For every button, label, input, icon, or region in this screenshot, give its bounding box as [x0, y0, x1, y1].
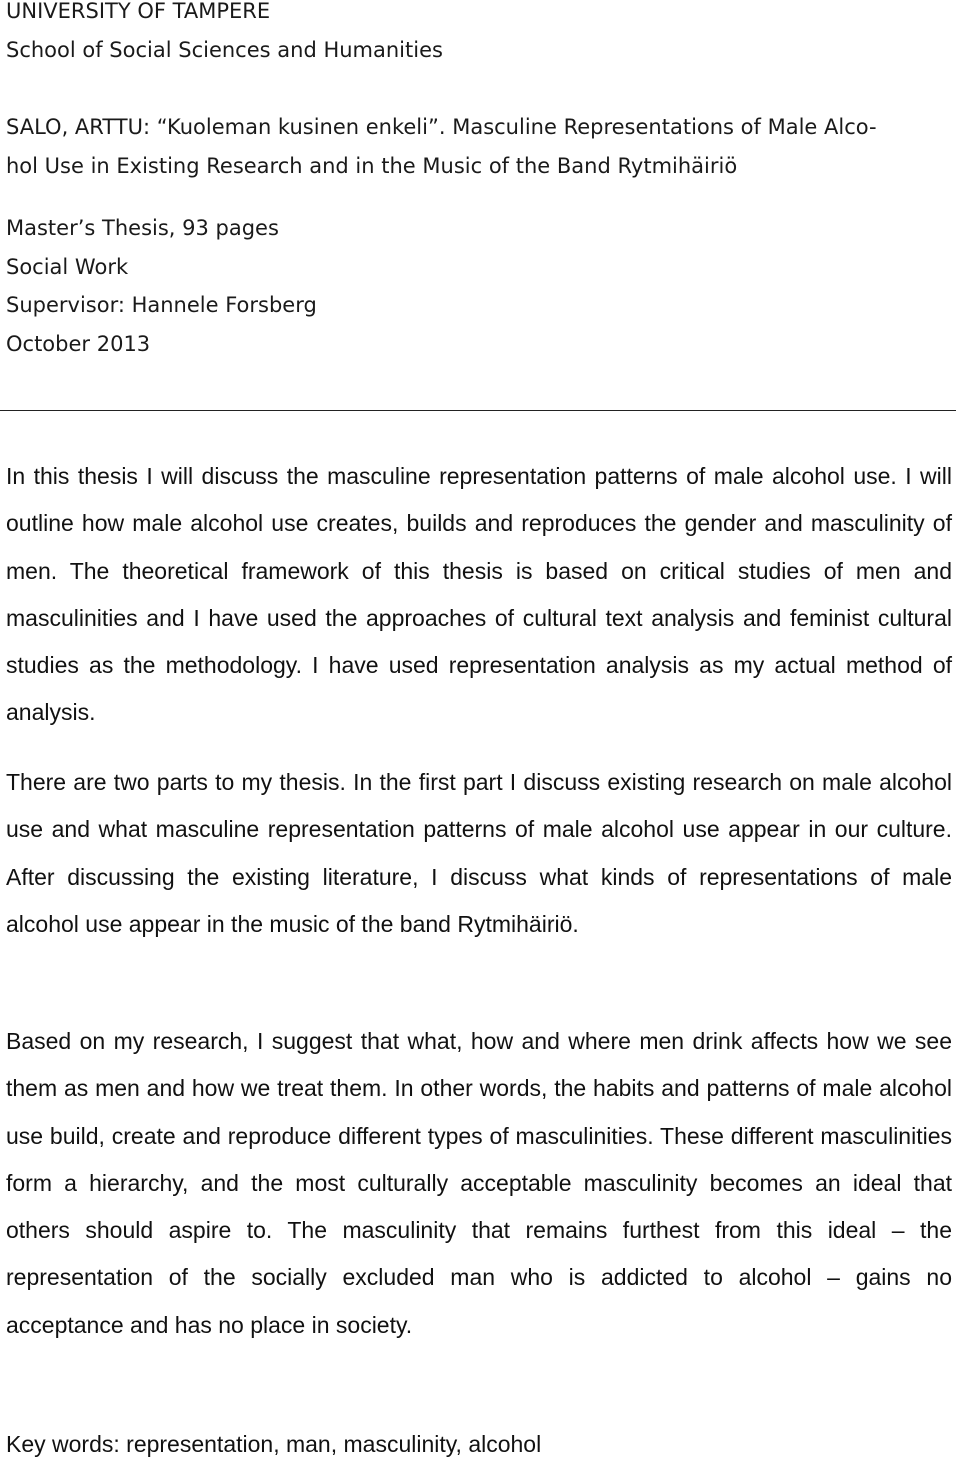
- abstract-paragraph-2: There are two parts to my thesis. In the first part I discuss existing research on male alcohol use and what masculine representation patterns of male alcohol use appear in our culture. After discussing the existing literature, I discuss what kinds of representations of male alcohol use appear in the music of the band Rytmihäiriö.: [6, 769, 952, 937]
- thesis-title-line-2: hol Use in Existing Research and in the Music of the Band Rytmihäiriö: [6, 153, 738, 178]
- divider-line: [0, 410, 956, 411]
- university-name: UNIVERSITY OF TAMPERE: [6, 0, 271, 23]
- keywords: Key words: representation, man, masculinity, alcohol: [6, 1431, 542, 1457]
- abstract-paragraph-3: Based on my research, I suggest that what, how and where men drink affects how we see them as men and how we treat them. In other words, the habits and patterns of male alcohol use build, create and reproduce different types of masculinities. These different masculinities form a hierarchy, and the most culturally acceptable masculinity becomes an ideal that others should aspire to. The masculinity that remains furthest from this ideal – the representation of the socially excluded man who is addicted to alcohol – gains no acceptance and has no place in society.: [6, 1028, 952, 1338]
- thesis-header: [6, 0, 951, 363]
- thesis-info: Master’s Thesis, 93 pages: [6, 216, 279, 240]
- thesis-title-line-1: SALO, ARTTU: “Kuoleman kusinen enkeli”. Masculine Representations of Male Alco-: [6, 115, 877, 139]
- date: October 2013: [6, 331, 151, 356]
- subject: Social Work: [6, 254, 129, 279]
- school-name: School of Social Sciences and Humanities: [6, 37, 443, 62]
- abstract-paragraph-1: In this thesis I will discuss the masculine representation patterns of male alcohol use. I will outline how male alcohol use creates, builds and reproduces the gender and masculinity of men. The theoretical framework of this thesis is based on critical studies of men and masculinities and I have used the approaches of cultural text analysis and feminist cultural studies as the methodology. I have used representation analysis as my actual method of analysis.: [6, 463, 952, 726]
- supervisor: Supervisor: Hannele Forsberg: [6, 293, 317, 317]
